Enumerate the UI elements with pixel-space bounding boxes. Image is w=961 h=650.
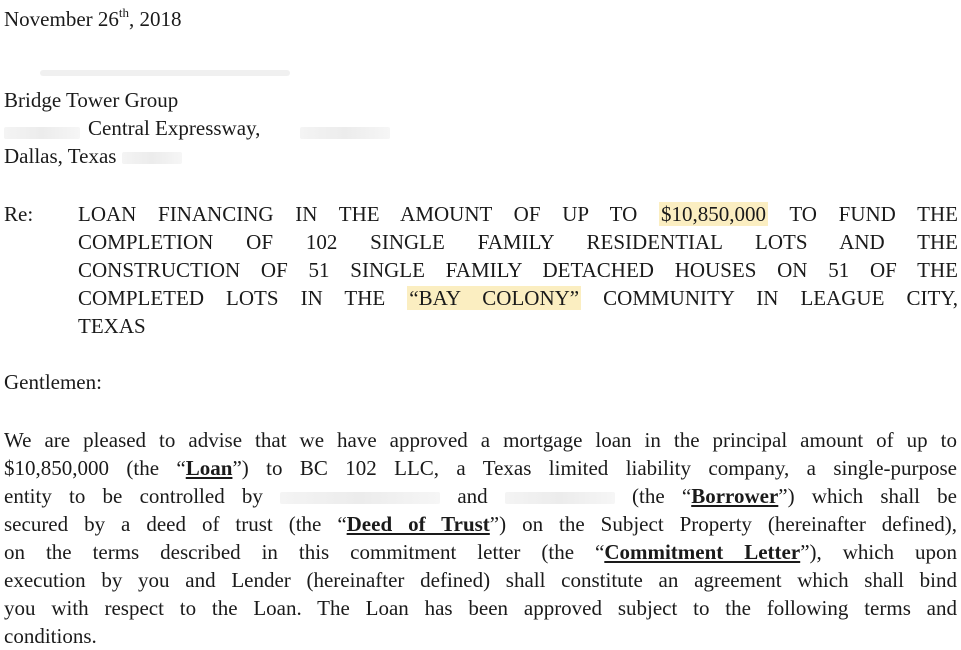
defined-term-borrower: Borrower xyxy=(691,484,779,508)
re-line-3: CONSTRUCTION OF 51 SINGLE FAMILY DETACHED HOUSES ON 51 OF THE xyxy=(78,258,958,282)
recipient-city-state: Dallas, Texas xyxy=(4,146,182,167)
defined-term-loan: Loan xyxy=(185,456,233,480)
defined-term-commitment-letter: Commitment Letter xyxy=(604,540,801,564)
redacted-zip xyxy=(122,152,182,164)
body-line-2: $10,850,000 (the “Loan”) to BC 102 LLC, a Texas limited liability company, a single-purpose xyxy=(4,456,957,480)
letter-date: November 26th, 2018 xyxy=(4,5,182,31)
body-line-7: you with respect to the Loan. The Loan has been approved subject to the following terms and xyxy=(4,596,957,620)
body-line-3: entity to be controlled by and (the “Borrower”) which shall be xyxy=(4,484,958,508)
redacted-suite xyxy=(300,121,390,142)
redacted-party-1 xyxy=(280,492,440,504)
body-line-4: secured by a deed of trust (the “Deed of Trust”) on the Subject Property (hereinafter defined), xyxy=(4,512,958,536)
date-ordinal-suffix: th xyxy=(118,5,130,20)
salutation: Gentlemen: xyxy=(4,370,102,394)
body-line-1: We are pleased to advise that we have approved a mortgage loan in the principal amount of up to xyxy=(4,428,957,452)
body-line-5: on the terms described in this commitment letter (the “Commitment Letter”), which upon xyxy=(4,540,957,564)
recipient-street: Central Expressway, xyxy=(88,116,261,140)
highlighted-community-name: “BAY COLONY” xyxy=(409,286,580,310)
redacted-party-2 xyxy=(505,492,615,504)
re-line-4: COMPLETED LOTS IN THE “BAY COLONY” COMMUNITY IN LEAGUE CITY, xyxy=(78,286,958,310)
defined-term-deed-of-trust: Deed of Trust xyxy=(346,512,490,536)
body-line-8: conditions. xyxy=(4,624,97,648)
redaction-smudge xyxy=(40,70,290,76)
re-line-5: TEXAS xyxy=(78,314,146,338)
recipient-name: Bridge Tower Group xyxy=(4,88,179,112)
re-label: Re: xyxy=(4,202,34,226)
re-line-2: COMPLETION OF 102 SINGLE FAMILY RESIDENTIAL LOTS AND THE xyxy=(78,230,958,254)
body-line-6: execution by you and Lender (hereinafter defined) shall constitute an agreement which shall bind xyxy=(4,568,957,592)
redacted-street-number xyxy=(4,121,80,142)
re-line-1: LOAN FINANCING IN THE AMOUNT OF UP TO $10,850,000 TO FUND THE xyxy=(78,202,959,226)
highlighted-loan-amount: $10,850,000 xyxy=(660,202,766,226)
